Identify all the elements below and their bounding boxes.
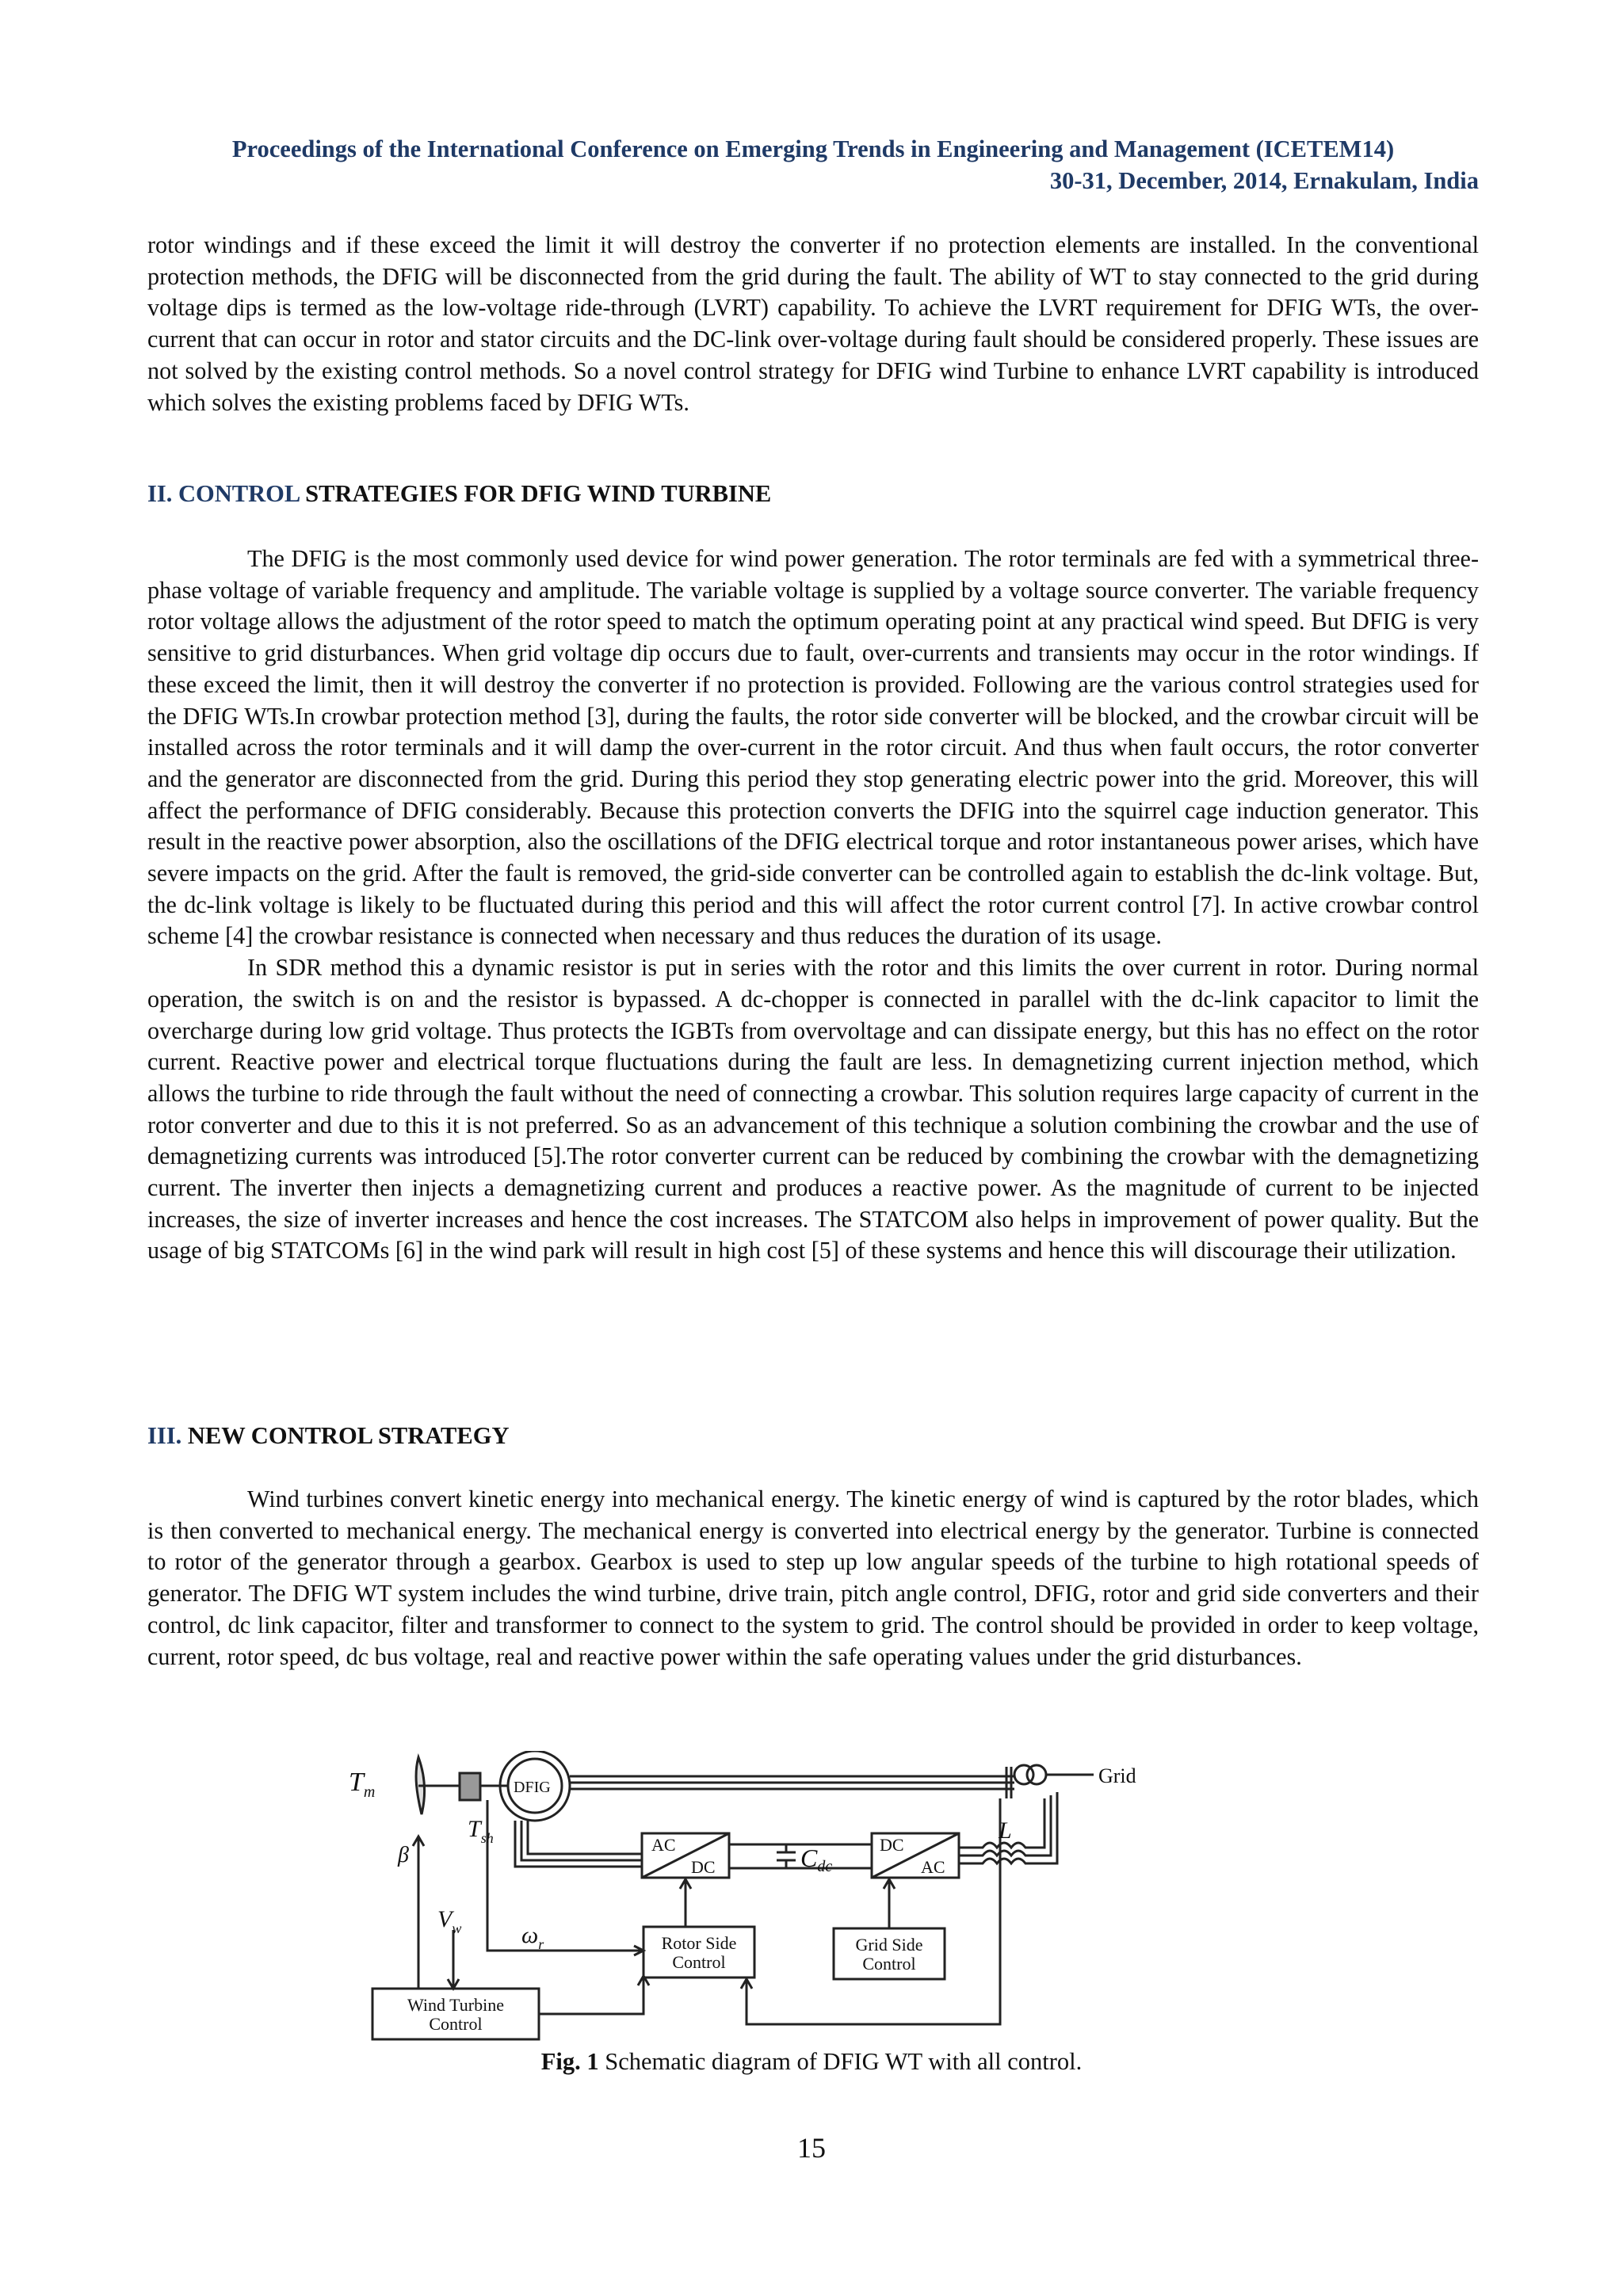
rotor-speed-label: $\omega_r$ [521, 1922, 544, 1952]
shaft-torque-label: $T_{sh}$ [468, 1816, 494, 1846]
acdc-bottom-label: DC [691, 1857, 716, 1877]
wind-speed-label: $V_w$ [437, 1906, 462, 1936]
dfig-label: DFIG [514, 1779, 551, 1796]
section-2-heading [147, 480, 771, 508]
figure-caption [0, 2048, 1623, 2076]
rotor-side-control-line-1: Rotor Side [661, 1933, 737, 1953]
grid-side-control-line-1: Grid Side [855, 1935, 923, 1955]
grid-label: Grid [1098, 1764, 1136, 1787]
section-2-paragraph-1: The DFIG is the most commonly used device for wind power generation. The rotor terminals are fed with a symmetrical three-phase voltage of variable frequency and amplitude. The variable voltage is supplied by a voltage source converter. The variable frequency rotor voltage allows the adjustment of the rotor speed to match the optimum operating point at any practical wind speed. But DFIG is very sensitive to grid disturbances. When grid voltage dip occurs due to fault, over-currents and transients may occur in the rotor windings. If these exceed the limit, then it will destroy the converter if no protection is provided. Following are the various control strategies used for the DFIG WTs.In crowbar protection method [3], during the faults, the rotor side converter will be blocked, and the crowbar circuit will be installed across the rotor terminals and it will damp the over-current in the rotor circuit. And thus when fault occurs, the rotor converter and the generator are disconnected from the grid. During this period they stop generating electric power into the grid. Moreover, this will affect the performance of DFIG considerably. Because this protection converts the DFIG into the squirrel cage induction generator. This result in the reactive power absorption, also the oscillations of the DFIG electrical torque and rotor instantaneous power arises, which have severe impacts on the grid. After the fault is removed, the grid-side converter can be controlled again to establish the dc-link voltage. But, the dc-link voltage is likely to be fluctuated during this period and this will affect the rotor current control [7]. In active crowbar control scheme [4] the crowbar resistance is connected when necessary and thus reduces the duration of its usage. [147, 545, 1479, 950]
section-3-heading-lead: III. [147, 1422, 182, 1449]
gearbox-block [460, 1773, 480, 1800]
figure-caption-text: Schematic diagram of DFIG WT with all control. [598, 2048, 1083, 2075]
section-3-heading [147, 1422, 510, 1450]
wind-turbine-control-line-2: Control [429, 2014, 483, 2034]
dfig-schematic-figure [349, 1751, 1236, 2052]
section-3-paragraph-1: Wind turbines convert kinetic energy into mechanical energy. The kinetic energy of wind is captured by the rotor blades, which is then converted to mechanical energy. The mechanical energy is converted into electrical energy by the generator. Turbine is connected to rotor of the generator through a gearbox. Gearbox is used to step up low angular speeds of the turbine to high rotational speeds of generator. The DFIG WT system includes the wind turbine, drive train, pitch angle control, DFIG, rotor and grid side converters and their control, dc link capacitor, filter and transformer to connect to the system to grid. The control should be provided in order to keep voltage, current, rotor speed, dc bus voltage, real and reactive power within the safe operating values under the grid disturbances. [147, 1486, 1479, 1670]
dc-capacitor-label: Cdc [800, 1844, 833, 1875]
mechanical-torque-label: $T_m$ [349, 1768, 376, 1801]
figure-caption-label: Fig. 1 [540, 2048, 599, 2075]
section-2-body [147, 543, 1479, 1267]
section-3-body [147, 1484, 1479, 1672]
filter-inductor-label: L [999, 1817, 1012, 1844]
header-line-2: 30-31, December, 2014, Ernakulam, India [1049, 167, 1479, 194]
page-number: 15 [797, 2132, 826, 2164]
section-2-heading-lead: II. CONTROL [147, 480, 300, 507]
section-2-paragraph-2: In SDR method this a dynamic resistor is put in series with the rotor and this limits the over current in rotor. During normal operation, the switch is on and the resistor is bypassed. A dc-chopper is connected in parallel with the dc-link capacitor to limit the overcharge during low grid voltage. Thus protects the IGBTs from overvoltage and can dissipate energy, but this has no effect on the rotor current. Reactive power and electrical torque fluctuations during the fault are less. In demagnetizing current injection method, which allows the turbine to ride through the fault without the need of connecting a crowbar. This solution requires large capacity of current in the rotor converter and due to this it is not preferred. So as an advancement of this technique a solution combining the crowbar and the use of demagnetizing currents was introduced [5].The rotor converter current can be reduced by combining the crowbar with the demagnetizing current. The inverter then injects a demagnetizing current and produces a reactive power. As the magnitude of current to be injected increases, the size of inverter increases and hence the cost increases. The STATCOM also helps in improvement of power quality. But the usage of big STATCOMs [6] in the wind park will result in high cost [5] of these systems and hence this will discourage their utilization. [147, 954, 1479, 1264]
dcac-top-label: DC [880, 1835, 904, 1855]
wind-turbine-control-line-1: Wind Turbine [407, 1995, 504, 2015]
section-3-heading-rest: NEW CONTROL STRATEGY [181, 1422, 510, 1449]
conference-header [147, 133, 1479, 196]
pitch-angle-label: β [398, 1843, 409, 1867]
rotor-side-control-line-2: Control [672, 1952, 726, 1972]
transformer-coil-2 [1027, 1765, 1046, 1784]
acdc-top-label: AC [651, 1835, 676, 1855]
intro-paragraph: rotor windings and if these exceed the limit it will destroy the converter if no protection elements are installed. In the conventional protection methods, the DFIG will be disconnected from the grid during the fault. The ability of WT to stay connected to the grid during voltage dips is termed as the low-voltage ride-through (LVRT) capability. To achieve the LVRT requirement for DFIG WTs, the over-current that can occur in rotor and stator circuits and the DC-link over-voltage during fault should be considered properly. These issues are not solved by the existing control methods. So a novel control strategy for DFIG wind Turbine to enhance LVRT capability is introduced which solves the existing problems faced by DFIG WTs. [147, 231, 1479, 416]
dfig-schematic-diagram [349, 1751, 1236, 2052]
header-line-1: Proceedings of the International Conference on Emerging Trends in Engineering and Management (ICETEM14) [231, 135, 1395, 162]
section-2-heading-rest: STRATEGIES FOR DFIG WIND TURBINE [299, 480, 772, 507]
grid-side-control-line-2: Control [862, 1954, 916, 1974]
dcac-bottom-label: AC [921, 1857, 945, 1877]
intro-paragraph-block [147, 230, 1479, 418]
